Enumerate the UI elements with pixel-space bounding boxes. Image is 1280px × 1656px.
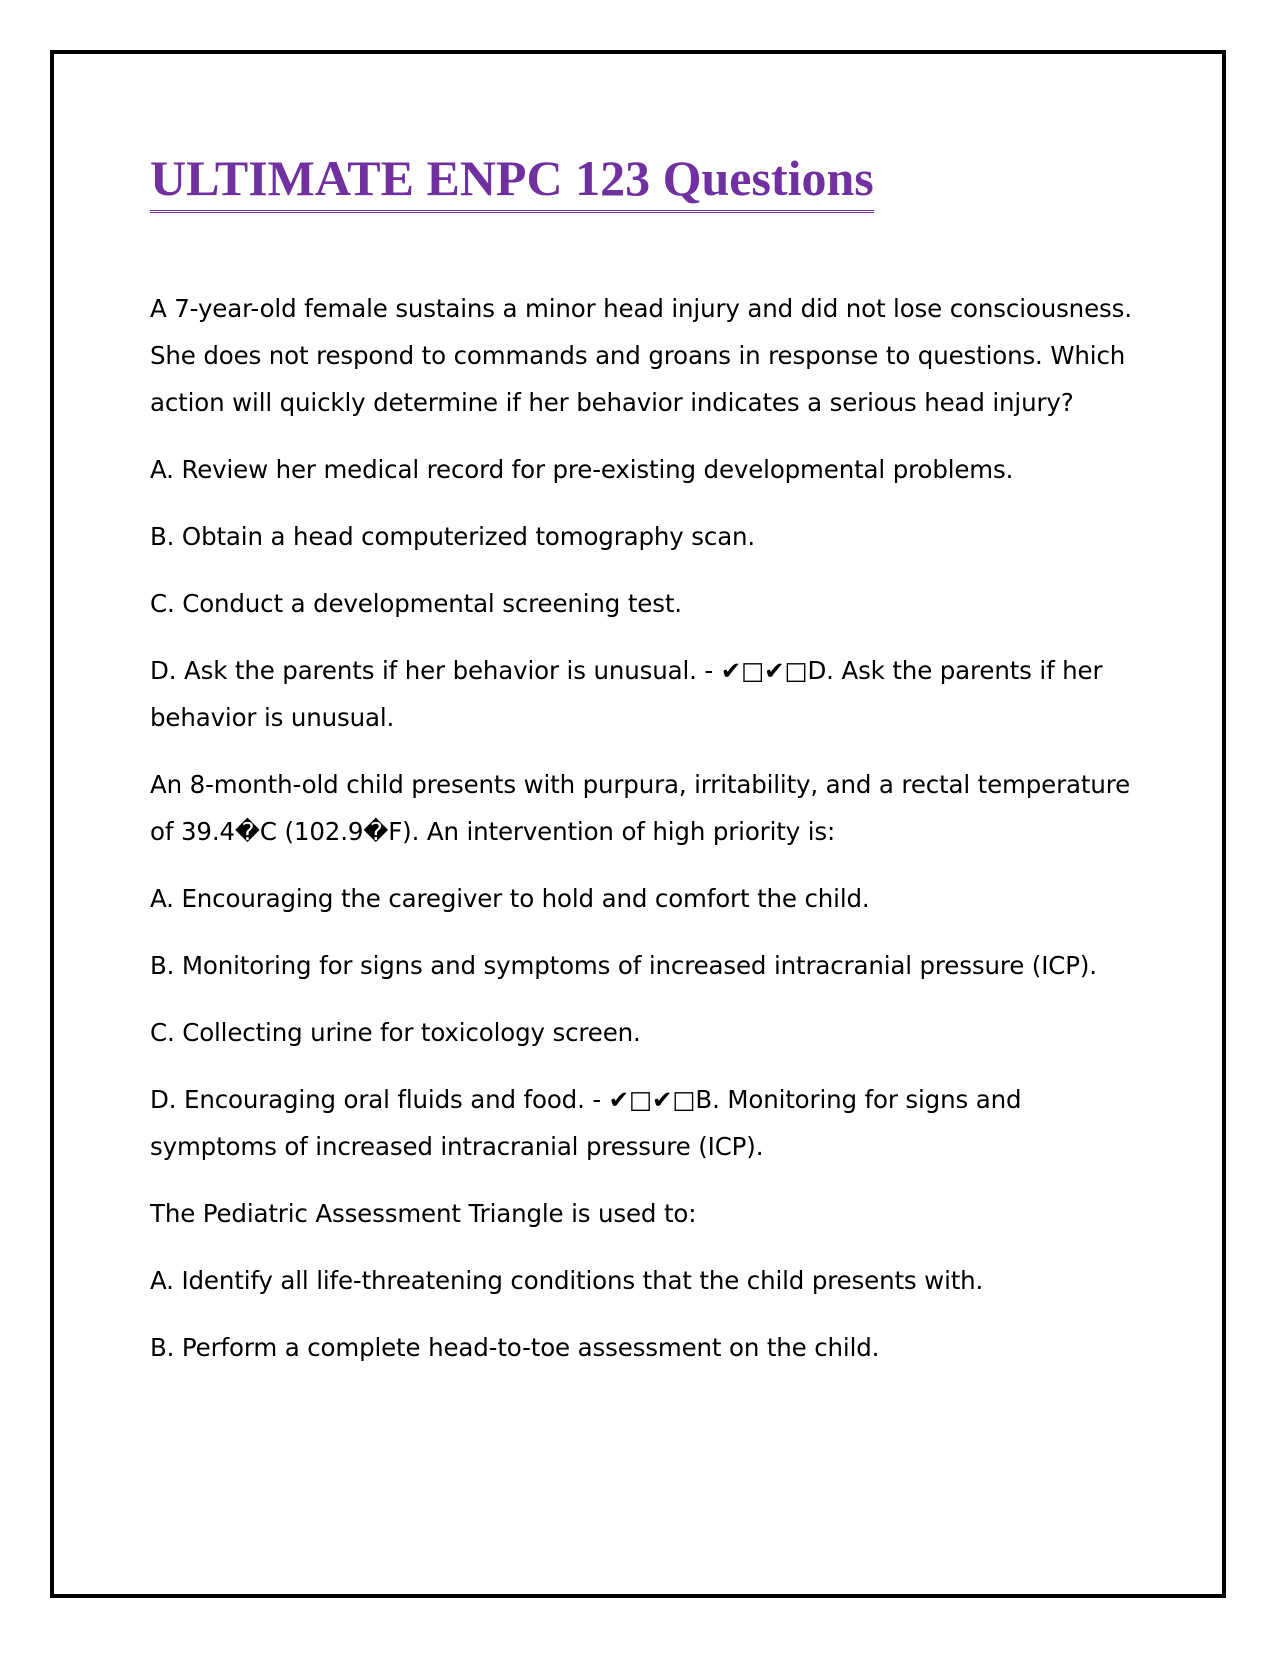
question-2-option-d-answer: D. Encouraging oral fluids and food. - ✔□✔□B. Monitoring for signs and symptoms of increased intracranial pressure (ICP).	[150, 1084, 1022, 1161]
question-1-option-a: A. Review her medical record for pre-existing developmental problems.	[150, 454, 1014, 484]
question-3-option-a: A. Identify all life-threatening conditions that the child presents with.	[150, 1265, 984, 1295]
question-1-stem: A 7-year-old female sustains a minor head injury and did not lose consciousness. She does not respond to commands and groans in response to questions. Which action will quickly determine if her behavior indicates a serious head injury?	[150, 293, 1132, 417]
question-1-option-c: C. Conduct a developmental screening test.	[150, 588, 682, 618]
question-2-stem: An 8-month-old child presents with purpura, irritability, and a rectal temperature of 39.4�C (102.9�F). An intervention of high priority is:	[150, 769, 1131, 846]
question-1-option-d-answer: D. Ask the parents if her behavior is unusual. - ✔□✔□D. Ask the parents if her behavior is unusual.	[150, 655, 1103, 732]
question-1-option-b: B. Obtain a head computerized tomography scan.	[150, 521, 756, 551]
question-3-option-b: B. Perform a complete head-to-toe assessment on the child.	[150, 1332, 880, 1362]
question-2-option-c: C. Collecting urine for toxicology screen.	[150, 1017, 641, 1047]
question-3-stem: The Pediatric Assessment Triangle is used to:	[150, 1198, 697, 1228]
document-content	[150, 150, 1150, 1391]
question-2-option-a: A. Encouraging the caregiver to hold and comfort the child.	[150, 883, 870, 913]
question-2-option-b: B. Monitoring for signs and symptoms of increased intracranial pressure (ICP).	[150, 950, 1097, 980]
document-title: ULTIMATE ENPC 123 Questions	[150, 150, 874, 213]
document-body	[150, 285, 1150, 1371]
